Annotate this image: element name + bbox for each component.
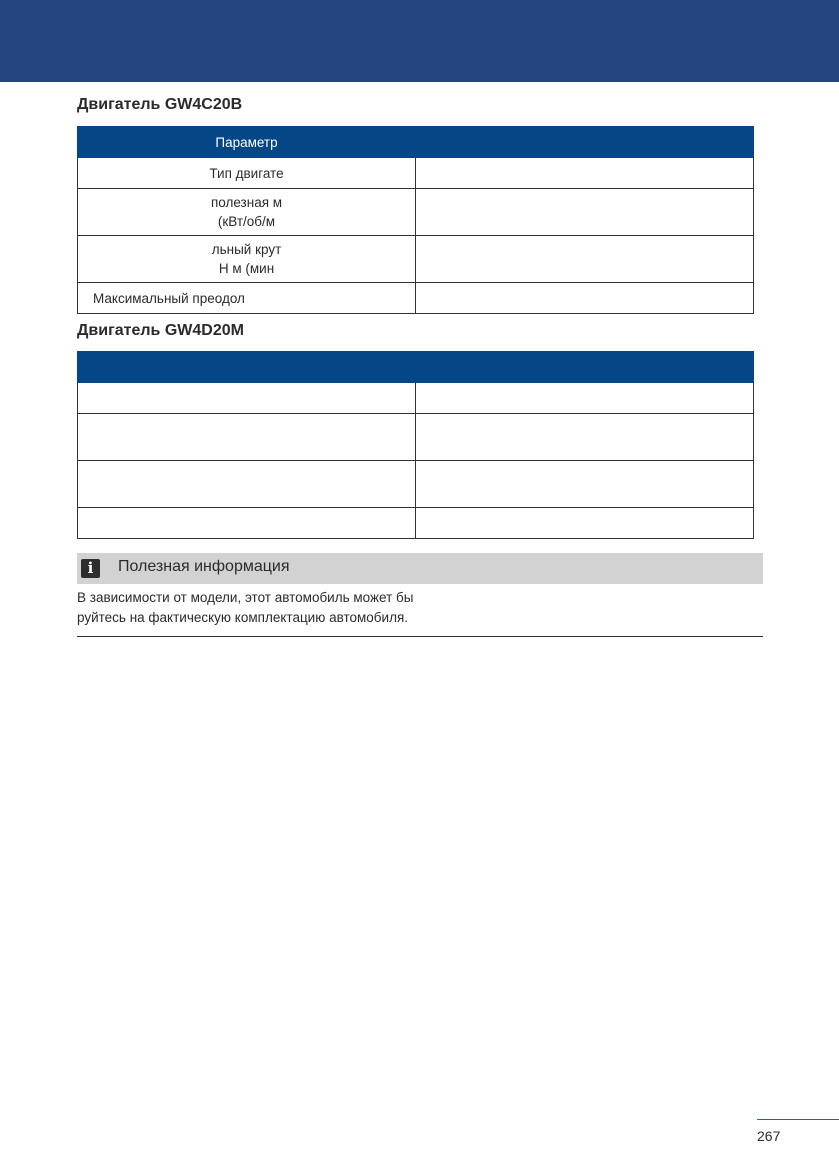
- top-banner: [0, 0, 839, 82]
- table-row: [78, 508, 754, 539]
- header-value: [416, 352, 754, 383]
- cell-value: [416, 508, 754, 539]
- cell-param: [78, 414, 416, 461]
- cell-value: [416, 383, 754, 414]
- table-row: [78, 158, 754, 189]
- page-number: 267: [757, 1128, 781, 1144]
- info-text-line: руйтесь на фактическую комплектацию автомобиля.: [77, 610, 409, 625]
- cell-value: [416, 189, 754, 236]
- table-row: [78, 414, 754, 461]
- spec-table-gw4c20b: [77, 126, 754, 314]
- header-parameter: [78, 352, 416, 383]
- table-header-row: [78, 127, 754, 158]
- info-text: [77, 588, 763, 628]
- info-text-line: В зависимости от модели, этот автомобиль может бы: [77, 590, 414, 605]
- cell-value: [416, 283, 754, 314]
- cell-param-line: льный крут Н м (мин: [211, 242, 282, 276]
- cell-value: [416, 236, 754, 283]
- page-number-rule: [757, 1119, 839, 1120]
- cell-param: [78, 461, 416, 508]
- cell-value: [416, 414, 754, 461]
- header-parameter: Параметр: [78, 127, 416, 158]
- header-value: [416, 127, 754, 158]
- table-header-row: [78, 352, 754, 383]
- table-row: [78, 283, 754, 314]
- divider: [77, 636, 763, 637]
- cell-param: [78, 236, 416, 283]
- table-row: [78, 383, 754, 414]
- section-title-gw4c20b: Двигатель GW4C20B: [77, 96, 243, 113]
- info-bar: [77, 553, 763, 584]
- spec-table-gw4d20m: [77, 351, 754, 539]
- cell-param: Тип двигате: [78, 158, 416, 189]
- section-title-gw4d20m: Двигатель GW4D20M: [77, 322, 244, 339]
- cell-param: Максимальный преодол: [78, 283, 416, 314]
- cell-value: [416, 158, 754, 189]
- cell-value: [416, 461, 754, 508]
- cell-param: [78, 383, 416, 414]
- cell-param: [78, 189, 416, 236]
- table-row: [78, 461, 754, 508]
- cell-param-line: полезная м (кВт/об/м: [210, 195, 283, 229]
- table-row: [78, 236, 754, 283]
- table-row: [78, 189, 754, 236]
- info-icon: i: [81, 559, 100, 578]
- info-title: Полезная информация: [118, 558, 290, 575]
- cell-param: [78, 508, 416, 539]
